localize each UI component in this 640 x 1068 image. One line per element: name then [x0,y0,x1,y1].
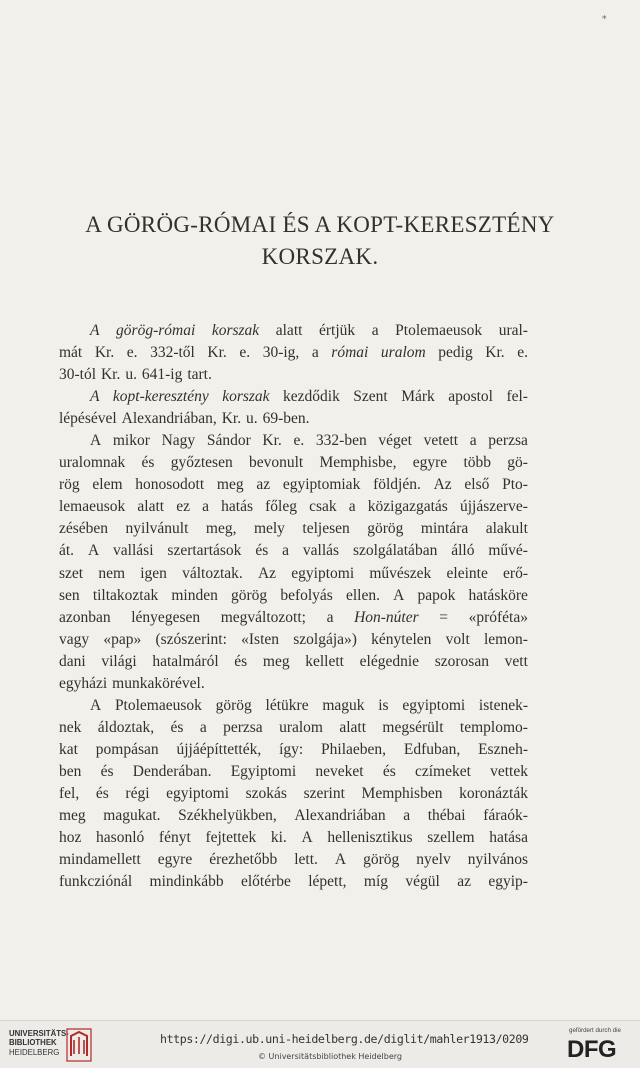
body-word: apostol [448,388,493,406]
corner-mark: * [602,15,607,25]
body-word: meg [262,652,290,670]
body-line [59,785,528,807]
body-word: A [393,586,405,604]
body-word: Ptolemaeusok [114,696,202,714]
body-word: alatt [137,498,165,516]
body-word: tiltakoztak [92,586,159,604]
body-word: újjáépíttették, [176,740,262,758]
body-word: lett. [294,851,318,869]
body-word: gö- [507,454,528,472]
body-line [59,587,528,609]
body-word: szerint [303,784,345,802]
copyright-notice: © Universitätsbibliothek Heidelberg [258,1052,403,1061]
body-word: uralom [380,344,426,362]
body-word: görög [215,696,252,714]
body-word: és [382,762,396,780]
body-word: művészek [369,564,432,582]
body-word: mát [59,344,83,362]
body-word: fel- [506,388,528,406]
body-line [59,697,528,719]
body-word: u. [246,410,258,428]
body-word: görög [363,851,400,869]
body-word: munkakörével. [112,674,205,692]
body-word: görög [231,586,268,604]
body-word: és [255,542,269,560]
body-word: egyre [157,851,193,869]
body-word: Sándor [206,432,251,450]
body-word: korszak [211,322,260,339]
body-word: mikor [112,432,150,450]
body-word: pedig [438,344,473,362]
body-word: 332-től [150,344,195,362]
body-word: (szószerint: [155,630,227,648]
body-word: templomo- [459,718,528,736]
body-word: és [234,652,248,670]
body-word: Székhelyükben, [178,807,277,825]
body-word: zésében [59,520,109,538]
body-word: a [202,498,210,516]
body-word: kezdődik [283,388,340,406]
body-word: álló [451,542,475,560]
body-word: e. [239,344,251,362]
body-word: Kr. [207,344,227,362]
body-word: Nagy [161,432,196,450]
body-word: A [87,542,100,560]
body-word: Memphisben [361,784,443,802]
body-word: lemon- [484,630,528,648]
body-word: bevonult [248,454,304,472]
body-word: hellenisztikus [327,829,413,847]
body-word: és [141,454,155,472]
body-word: 332-ben [315,432,367,450]
body-word: szet [59,564,84,582]
body-word: értjük [319,322,356,339]
body-word: ellen. [345,586,380,604]
body-word: lépett, [308,873,347,891]
body-word: a [311,344,319,362]
body-word: is [378,696,389,714]
body-word: ki. [270,829,287,847]
body-word: A [90,696,102,714]
body-word: nek [59,718,82,736]
body-line [59,873,528,895]
body-line [59,432,528,454]
body-word: e. [126,344,138,362]
body-word: e. [517,344,528,362]
body-word: Hon-núter [354,608,419,626]
body-word: koronázták [459,784,528,802]
body-word: Pto- [502,476,528,494]
body-word: ben [59,762,82,780]
body-word: egyházi [59,674,108,692]
body-word: egyip- [488,873,528,891]
body-word: római [331,344,369,362]
body-word: «Isten [241,630,280,648]
body-word: főleg [265,498,297,516]
body-word: mindamellett [59,851,141,869]
body-word: korszak [222,388,270,406]
body-line [59,366,528,388]
body-word: vagy [59,630,90,648]
body-word: egyiptomi [402,696,466,714]
body-word: Az [257,564,277,582]
body-word: a [326,608,334,626]
body-line [59,565,528,587]
body-word: kénytelen [371,630,432,648]
body-word: minden [171,586,218,604]
body-word: Az [433,476,452,494]
body-word: vallási [113,542,154,560]
body-line [59,609,528,631]
body-line [59,476,528,498]
body-word: pompásan [95,740,159,758]
body-word: a [371,322,379,339]
body-word: Kr. [94,344,115,362]
body-word: befolyás [280,586,333,604]
body-line [59,719,528,741]
body-word: istenek- [478,696,528,714]
library-name-line: HEIDELBERG [9,1047,60,1057]
body-word: nem [98,564,125,582]
body-word: és [100,762,114,780]
body-word: «pap» [103,630,142,648]
library-name-line: UNIVERSITÄTS- [9,1029,69,1038]
body-word: és [95,784,109,802]
body-word: fáraók- [483,807,528,825]
body-word: vett [504,652,528,670]
body-word: eleinte [446,564,488,582]
body-line [59,498,528,520]
body-word: Szent [353,388,388,406]
body-word: hatásköre [468,586,528,604]
body-word: czímeket [414,762,471,780]
library-emblem-icon [66,1028,92,1062]
body-word: újjászerve- [459,498,528,516]
chapter-title [0,209,640,273]
body-word: nyelv [416,851,451,869]
body-word: azonban [59,608,111,626]
body-word: teljesen [302,520,350,538]
body-word: honosodott [135,476,205,494]
body-word: szorosan [434,652,489,670]
body-word: az [457,873,471,891]
body-line [59,807,528,829]
body-word: e. [293,432,305,450]
dfg-funding-note: gefördert durch die [569,1027,621,1034]
body-word: görög-római [116,322,196,339]
body-word: nyilvános [467,851,528,869]
body-word: 641-ig [141,366,183,384]
body-word: vetett [423,432,459,450]
body-word: szokás [245,784,287,802]
body-word: «próféta» [468,608,528,626]
body-line [59,344,528,366]
body-line [59,520,528,542]
body-word: A [90,432,102,450]
body-word: előtérbe [240,873,291,891]
body-line [59,388,528,410]
body-word: A [334,851,347,869]
body-word: Philaeben, [321,740,387,758]
body-word: míg [363,873,389,891]
body-word: 30-tól [59,366,97,384]
body-word: kat [59,740,78,758]
body-line [59,763,528,785]
page-url-link[interactable]: https://digi.ub.uni-heidelberg.de/diglit/mahler1913/0209 [160,1032,529,1046]
body-word: győztesen [170,454,233,472]
body-word: egyiptomi [166,784,229,802]
body-word: szellem [427,829,475,847]
body-line [59,454,528,476]
body-word: 69-ben. [262,410,310,428]
body-word: elem [92,476,123,494]
body-word: az [256,476,271,494]
body-word: fel, [59,784,80,802]
body-word: u. [125,366,137,384]
body-word: egyiptomi [291,564,355,582]
body-word: mely [253,520,285,538]
body-word: Kr. [485,344,505,362]
body-word: funkcziónál [59,873,133,891]
body-word: Ptolemaeusok [395,322,483,339]
body-word: görög [367,520,404,538]
body-word: földjén. [373,476,421,494]
body-word: Kr. [100,366,121,384]
body-word: Kr. [262,432,282,450]
body-word: hatása [489,829,528,847]
body-word: A [90,322,100,339]
body-word: régi [125,784,150,802]
body-word: Denderában. [132,762,212,780]
body-word: végül [405,873,440,891]
body-line [59,829,528,851]
chapter-title-line-2: KORSZAK. [261,244,379,269]
body-word: vettek [490,762,528,780]
body-word: magukat. [103,807,161,825]
body-word: Memphisbe, [319,454,397,472]
body-word: lépésével [59,410,117,428]
body-word: igen [140,564,167,582]
chapter-title-line-1: A GÖRÖG-RÓMAI ÉS A KOPT-KERESZTÉNY [85,212,555,237]
body-word: Egyiptomi [230,762,297,780]
body-word: és [170,718,184,736]
body-word: első [464,476,490,494]
library-name [9,1029,69,1057]
body-word: alakult [485,520,528,538]
body-word: közigazgatás [367,498,448,516]
body-word: kopt-keresztény [112,388,209,406]
body-word: megsérült [382,718,444,736]
body-word: változtak. [182,564,243,582]
body-word: világi [101,652,137,670]
body-word: uralom [279,718,323,736]
body-word: így: [279,740,304,758]
body-word: vallás [302,542,340,560]
body-word: A [90,388,100,406]
body-word: elégednie [359,652,420,670]
body-word: létükre [265,696,309,714]
body-word: neveket [315,762,364,780]
body-word: egyiptomiak [282,476,361,494]
body-word: maguk [322,696,365,714]
body-word: hatalmáról [152,652,219,670]
body-word: lemaeusok [59,498,126,516]
body-text [59,322,528,895]
body-word: szolgája») [293,630,357,648]
body-word: alatt [275,322,303,339]
body-line [59,322,528,344]
body-word: több [463,454,491,472]
body-word: hatás [221,498,253,516]
body-word: szolgálatában [352,542,438,560]
body-word: fejtettek [205,829,257,847]
body-word: = [439,608,448,626]
body-word: dani [59,652,86,670]
body-line [59,631,528,653]
body-word: mindinkább [149,873,224,891]
body-word: hasonló [96,829,145,847]
body-word: Edfuban, [403,740,461,758]
body-line [59,410,528,432]
body-word: Márk [401,388,435,406]
body-word: megváltozott; [220,608,306,626]
footer-bar [0,1020,640,1068]
body-word: ez [176,498,190,516]
body-line [59,851,528,873]
body-word: ural- [498,322,528,339]
body-word: a [348,498,356,516]
body-word: nyilvánult [125,520,189,538]
body-word: fényt [158,829,191,847]
body-word: a [199,718,207,736]
body-word: csak [309,498,337,516]
body-word: véget [378,432,412,450]
body-word: a [403,807,411,825]
body-word: Kr. [221,410,242,428]
body-word: szertartások [167,542,242,560]
library-name-line: BIBLIOTHEK [9,1038,57,1048]
body-word: perzsa [488,432,528,450]
body-word: mintára [420,520,469,538]
body-word: alatt [339,718,367,736]
body-word: erő- [503,564,528,582]
body-word: uralomnak [59,454,126,472]
body-word: meg, [205,520,237,538]
body-word: művé- [488,542,528,560]
body-word: a [469,432,477,450]
body-word: Alexandriában [294,807,386,825]
body-line [59,653,528,675]
body-line [59,741,528,763]
body-word: Eszneh- [478,740,528,758]
body-word: Alexandriában, [121,410,217,428]
body-word: lényegesen [131,608,201,626]
body-word: át. [59,542,75,560]
body-word: sen [59,586,80,604]
body-line [59,542,528,564]
body-word: A [301,829,313,847]
body-word: meg [59,807,86,825]
body-word: meg [216,476,244,494]
body-word: thébai [427,807,466,825]
body-word: hoz [59,829,82,847]
body-word: rög [59,476,80,494]
body-word: tart. [187,366,212,384]
body-word: érezhetőbb [209,851,278,869]
body-word: áldoztak, [97,718,155,736]
body-word: papok [417,586,456,604]
body-word: perzsa [223,718,263,736]
body-word: a [282,542,290,560]
body-word: kellett [305,652,344,670]
body-word: egyre [412,454,448,472]
dfg-logo: DFG [567,1036,617,1063]
body-word: volt [445,630,470,648]
body-word: 30-ig, [262,344,300,362]
body-line [59,675,528,697]
